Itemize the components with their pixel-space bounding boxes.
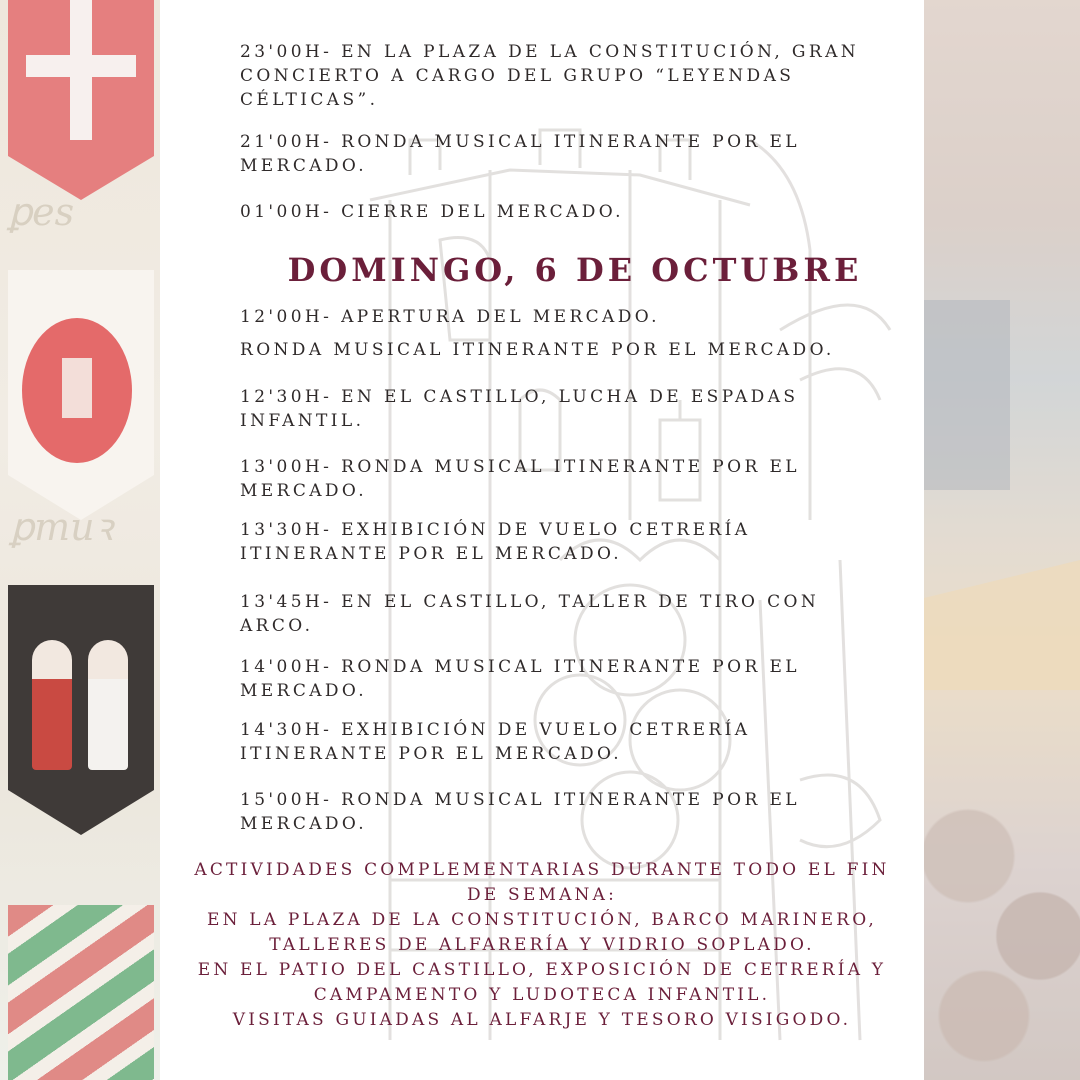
entry-time: 14'30H- (240, 720, 333, 740)
schedule-entry (240, 455, 880, 503)
entry-time: 12'00H- (240, 307, 333, 327)
entry-text: EXHIBICIÓN DE VUELO CETRERÍA ITINERANTE POR EL MERCADO. (240, 720, 751, 764)
script-decoration: ꝑes (8, 190, 75, 234)
castle-seal-icon (22, 318, 132, 463)
entry-text: APERTURA DEL MERCADO. (341, 307, 660, 327)
right-market-painting (920, 0, 1080, 1080)
schedule-entry (240, 385, 880, 433)
script-decoration: ꝑmuꝛ (10, 505, 113, 549)
schedule-entry (240, 788, 880, 836)
saint-figure-icon (88, 640, 128, 770)
entry-text: EN EL CASTILLO, TALLER DE TIRO CON ARCO. (240, 592, 820, 636)
schedule-entry (240, 518, 880, 566)
entry-time: 13'30H- (240, 520, 333, 540)
schedule-entry (240, 200, 624, 224)
day-title: DOMINGO, 6 DE OCTUBRE (287, 251, 863, 289)
entry-text: RONDA MUSICAL ITINERANTE POR EL MERCADO. (240, 657, 800, 701)
schedule-entry (240, 40, 880, 112)
complementary-heading: ACTIVIDADES COMPLEMENTARIAS DURANTE TODO EL FIN DE SEMANA: (194, 860, 890, 905)
entry-time: 01'00H- (240, 202, 333, 222)
schedule-entry (240, 130, 880, 178)
schedule-entry (240, 718, 880, 766)
entry-text: RONDA MUSICAL ITINERANTE POR EL MERCADO. (240, 132, 800, 176)
complementary-line: VISITAS GUIADAS AL ALFARJE Y TESORO VISIGODO. (232, 1010, 852, 1030)
complementary-line: EN EL PATIO DEL CASTILLO, EXPOSICIÓN DE CETRERÍA Y CAMPAMENTO Y LUDOTECA INFANTIL. (197, 960, 887, 1005)
entry-text: EXHIBICIÓN DE VUELO CETRERÍA ITINERANTE POR EL MERCADO. (240, 520, 751, 564)
left-heraldic-banners (0, 0, 160, 1080)
schedule-entry (240, 338, 835, 362)
entry-text: RONDA MUSICAL ITINERANTE POR EL MERCADO. (240, 790, 800, 834)
striped-banner (8, 905, 154, 1080)
red-cross-banner (8, 0, 154, 200)
entry-time: 13'45H- (240, 592, 333, 612)
entry-time: 23'00H- (240, 42, 333, 62)
entry-text: RONDA MUSICAL ITINERANTE POR EL MERCADO. (240, 340, 835, 360)
entry-time: 12'30H- (240, 387, 333, 407)
entry-time: 15'00H- (240, 790, 333, 810)
schedule-entry (240, 655, 880, 703)
entry-text: EN LA PLAZA DE LA CONSTITUCIÓN, GRAN CONCIERTO A CARGO DEL GRUPO “LEYENDAS CÉLTICAS”. (240, 42, 860, 110)
schedule-entry (240, 305, 660, 329)
entry-text: EN EL CASTILLO, LUCHA DE ESPADAS INFANTIL. (240, 387, 799, 431)
complementary-activities (180, 858, 904, 1033)
schedule-entry (240, 590, 880, 638)
entry-time: 13'00H- (240, 457, 333, 477)
entry-time: 21'00H- (240, 132, 333, 152)
entry-text: CIERRE DEL MERCADO. (341, 202, 624, 222)
saint-figure-icon (32, 640, 72, 770)
program-panel (160, 0, 924, 1080)
entry-text: RONDA MUSICAL ITINERANTE POR EL MERCADO. (240, 457, 800, 501)
entry-time: 14'00H- (240, 657, 333, 677)
black-figures-banner (8, 585, 154, 835)
complementary-line: EN LA PLAZA DE LA CONSTITUCIÓN, BARCO MARINERO, TALLERES DE ALFARERÍA Y VIDRIO SOPLADO. (207, 910, 877, 955)
